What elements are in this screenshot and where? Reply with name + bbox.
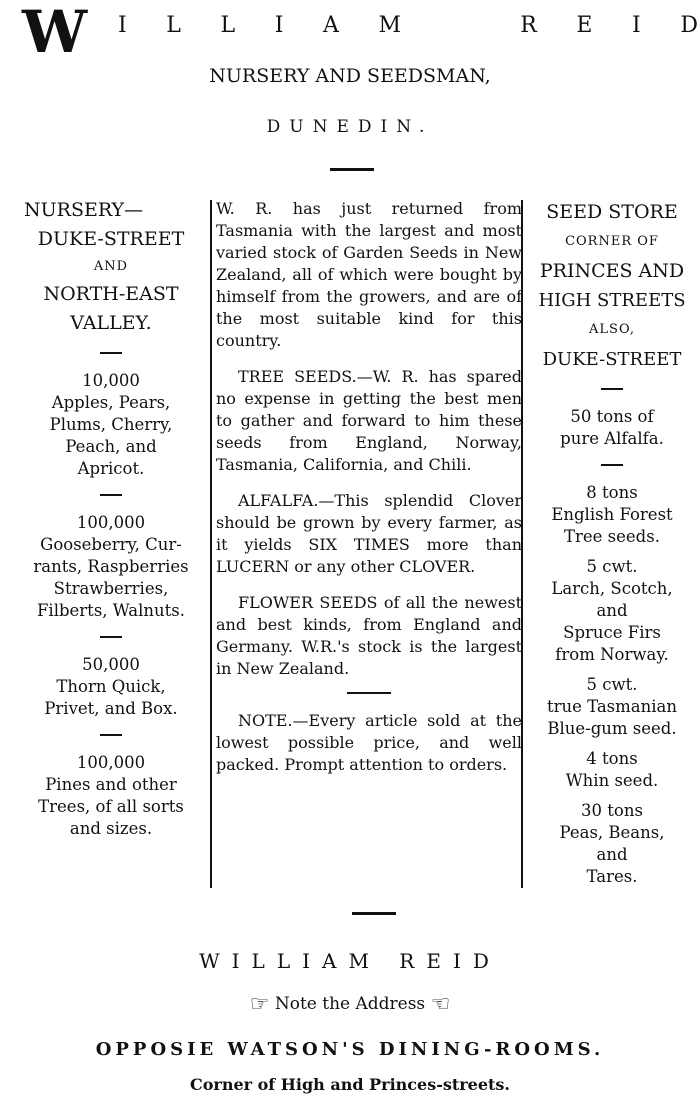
header-letter: D — [680, 13, 698, 38]
stock-item — [524, 482, 700, 548]
stock-line: rants, Raspberries — [33, 557, 189, 576]
stock-line: 5 cwt. — [586, 675, 638, 694]
stock-line: Trees, of all sorts — [38, 797, 184, 816]
seeds-column — [216, 198, 522, 790]
seed-store-also: ALSO, — [589, 322, 635, 337]
seed-store-column — [524, 198, 700, 888]
stock-line: 30 tons — [581, 801, 643, 820]
stock-line: Peas, Beans, — [559, 823, 665, 842]
stock-line: and sizes. — [69, 819, 153, 838]
footer-divider — [352, 912, 396, 915]
stock-line: 4 tons — [586, 749, 638, 768]
stock-line: Apples, Pears, — [51, 393, 171, 412]
nursery-title: NURSERY— — [24, 199, 144, 221]
stock-line: and — [596, 601, 628, 620]
seed-store-streets: HIGH STREETS — [538, 290, 686, 311]
header-location: DUNEDIN. — [266, 117, 434, 137]
stock-count: 50,000 — [82, 655, 140, 674]
pointing-hand-right-icon: ☞ — [249, 991, 270, 1017]
footer-opposite: OPPOSIE WATSON'S DINING-ROOMS. — [95, 1039, 605, 1060]
header-initial: W — [22, 0, 88, 66]
pointing-hand-left-icon: ☜ — [430, 991, 451, 1017]
stock-line: Apricot. — [77, 459, 145, 478]
stock-line: Spruce Firs — [563, 623, 661, 642]
nursery-place: NORTH-EAST — [43, 283, 179, 305]
stock-line: pure Alfalfa. — [560, 429, 664, 448]
divider — [100, 494, 122, 496]
divider — [601, 388, 623, 390]
intro-paragraph: W. R. has just returned from Tasmania with the largest and most varied stock of Garden Seeds in New Zealand, all of which were bought by himself from the growers, and are of the most suitable kind for this country. — [216, 199, 522, 350]
stock-count: 10,000 — [82, 371, 140, 390]
stock-line: 5 cwt. — [586, 557, 638, 576]
stock-line: Tares. — [586, 867, 638, 886]
divider — [100, 636, 122, 638]
footer-note-text: Note the Address — [274, 994, 426, 1014]
stock-line: true Tasmanian — [546, 697, 678, 716]
header-letter: L — [220, 13, 236, 38]
header-letter: I — [632, 13, 641, 38]
nursery-place: VALLEY. — [70, 312, 152, 334]
stock-line: Strawberries, — [53, 579, 169, 598]
divider — [347, 692, 391, 694]
header-letter: M — [378, 13, 402, 38]
stock-line: from Norway. — [555, 645, 669, 664]
stock-line: Gooseberry, Cur- — [40, 535, 182, 554]
nursery-and: AND — [93, 259, 129, 274]
column-divider-left — [210, 200, 212, 888]
seed-store-streets: PRINCES AND — [539, 260, 685, 282]
note-paragraph: NOTE.—Every article sold at the lowest possible price, and well packed. Prompt attention to orders. — [216, 711, 522, 774]
stock-item — [14, 752, 208, 840]
stock-line: 50 tons of — [570, 407, 654, 426]
stock-item — [524, 800, 700, 888]
divider — [601, 464, 623, 466]
alfalfa-paragraph: ALFALFA.—This splendid Clover should be grown by every farmer, as it yields SIX TIMES more than LUCERN or any other CLOVER. — [216, 491, 522, 576]
tree-seeds-paragraph: TREE SEEDS.—W. R. has spared no expense in getting the best men to gather and forward to him these seeds from England, Norway, Tasmania, California, and Chili. — [216, 367, 522, 474]
header-subtitle: NURSERY AND SEEDSMAN, — [209, 65, 491, 87]
stock-line: Privet, and Box. — [44, 699, 178, 718]
stock-item — [14, 370, 208, 480]
stock-line: Peach, and — [65, 437, 157, 456]
header-letter: I — [118, 13, 127, 38]
stock-line: Pines and other — [45, 775, 177, 794]
header-divider — [330, 168, 374, 171]
stock-item — [14, 512, 208, 622]
stock-count: 100,000 — [76, 513, 146, 532]
header-letter: E — [576, 13, 593, 38]
stock-line: Blue-gum seed. — [547, 719, 677, 738]
stock-item — [524, 556, 700, 666]
divider — [100, 352, 122, 354]
stock-line: English Forest — [551, 505, 673, 524]
stock-line: Whin seed. — [565, 771, 659, 790]
nursery-street: DUKE-STREET — [37, 228, 185, 250]
stock-line: Tree seeds. — [564, 527, 660, 546]
stock-line: Plums, Cherry, — [49, 415, 173, 434]
footer-note — [0, 992, 700, 1017]
stock-item — [14, 654, 208, 720]
header-letter: A — [323, 13, 339, 38]
header-letter: L — [166, 13, 181, 38]
stock-item — [524, 406, 700, 450]
stock-item — [524, 748, 700, 792]
seed-store-title: SEED STORE — [546, 201, 678, 223]
stock-line: Filberts, Walnuts. — [36, 601, 186, 620]
footer-name: WILLIAM REID — [199, 949, 501, 973]
header-letter: R — [520, 13, 537, 38]
stock-line: Larch, Scotch, — [551, 579, 673, 598]
stock-line: and — [596, 845, 628, 864]
footer-corner: Corner of High and Princes-streets. — [189, 1075, 510, 1094]
divider — [100, 734, 122, 736]
stock-line: Thorn Quick, — [56, 677, 166, 696]
seed-store-duke: DUKE-STREET — [542, 349, 682, 370]
header-letter: I — [274, 13, 284, 38]
header-name — [118, 12, 698, 40]
flower-seeds-paragraph: FLOWER SEEDS of all the newest and best kinds, from England and Germany. W.R.'s stock is the largest in New Zealand. — [216, 593, 522, 678]
stock-line: 8 tons — [586, 483, 638, 502]
stock-count: 100,000 — [76, 753, 146, 772]
seed-store-corner: CORNER OF — [565, 234, 659, 249]
nursery-column — [14, 196, 208, 840]
stock-item — [524, 674, 700, 740]
